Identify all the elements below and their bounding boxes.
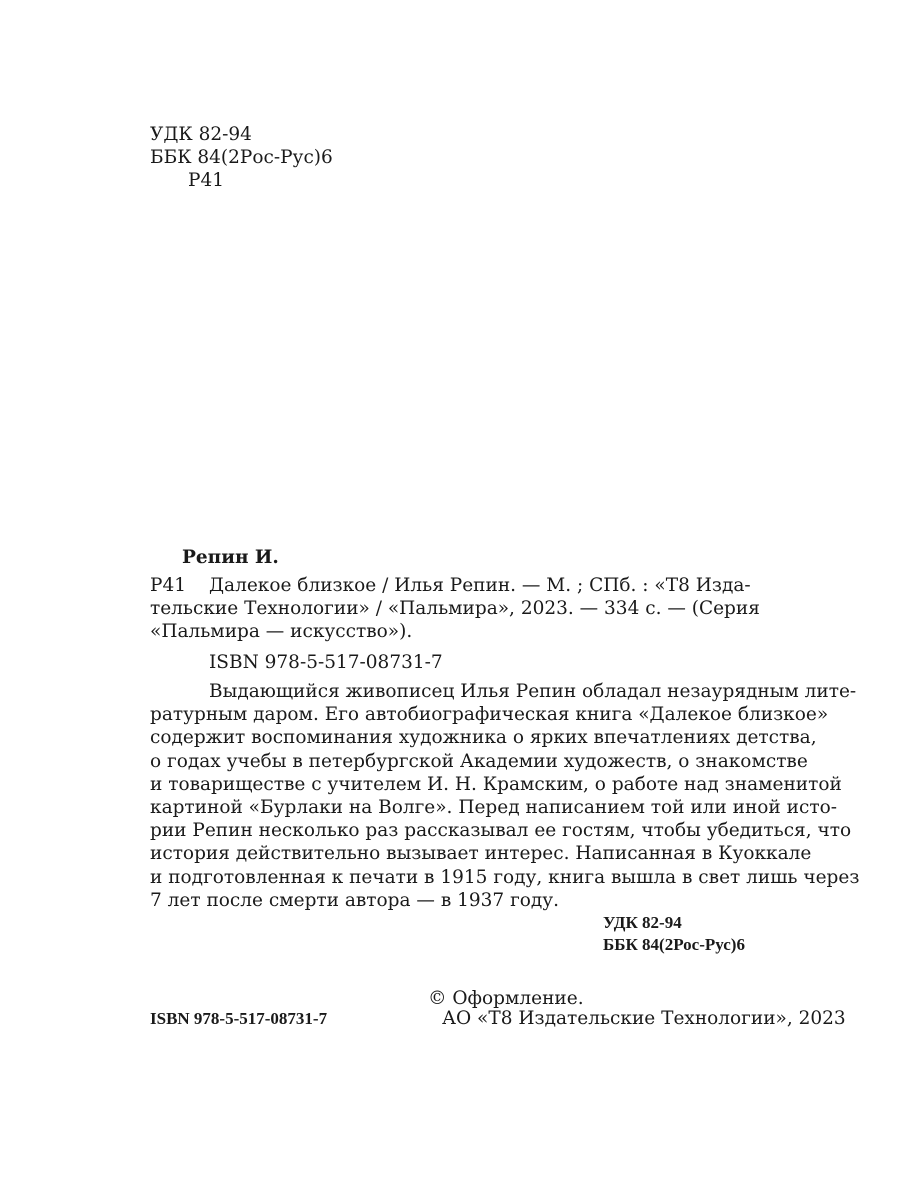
header-code: Р41 bbox=[188, 170, 224, 191]
description-line: «Пальмира — искусство»). bbox=[150, 621, 413, 643]
annotation-line: история действительно вызывает интерес. Написанная в Куоккале bbox=[150, 843, 812, 865]
footer-isbn: ISBN 978-5-517-08731-7 bbox=[150, 1009, 328, 1028]
header-bbk: ББК 84(2Рос-Рус)6 bbox=[150, 147, 333, 168]
entry-code: Р41 bbox=[150, 575, 186, 596]
bibliographic-description bbox=[150, 574, 760, 644]
annotation-line: о годах учебы в петербургской Академии художеств, о знакомстве bbox=[150, 750, 808, 772]
annotation-line: рии Репин несколько раз рассказывал ее гостям, чтобы убедиться, что bbox=[150, 820, 852, 842]
description-line: тельские Технологии» / «Пальмира», 2023. — 334 с. — (Серия bbox=[150, 598, 760, 620]
annotation-line: и товариществе с учителем И. Н. Крамским, о работе над знаменитой bbox=[150, 773, 842, 795]
classification-udk: УДК 82-94 bbox=[603, 913, 682, 932]
description-line: Далекое близкое / Илья Репин. — М. ; СПб. : «Т8 Изда- bbox=[209, 575, 751, 596]
copyright-design: © Оформление. bbox=[428, 988, 584, 1009]
annotation-line: 7 лет после смерти автора — в 1937 году. bbox=[150, 889, 560, 911]
annotation-line: содержит воспоминания художника о ярких впечатлениях детства, bbox=[150, 727, 817, 749]
classification-bbk: ББК 84(2Рос-Рус)6 bbox=[603, 935, 745, 954]
annotation-line: ратурным даром. Его автобиографическая книга «Далекое близкое» bbox=[150, 704, 829, 726]
copyright-publisher: АО «Т8 Издательские Технологии», 2023 bbox=[442, 1008, 846, 1029]
annotation-line: картиной «Бурлаки на Волге». Перед написанием той или иной исто- bbox=[150, 797, 837, 819]
header-udk: УДК 82-94 bbox=[150, 124, 252, 145]
author-name: Репин И. bbox=[182, 547, 279, 568]
annotation bbox=[150, 680, 860, 912]
annotation-line: Выдающийся живописец Илья Репин обладал незаурядным лите- bbox=[209, 681, 857, 702]
entry-isbn: ISBN 978-5-517-08731-7 bbox=[209, 652, 443, 673]
annotation-line: и подготовленная к печати в 1915 году, книга вышла в свет лишь через bbox=[150, 866, 860, 888]
